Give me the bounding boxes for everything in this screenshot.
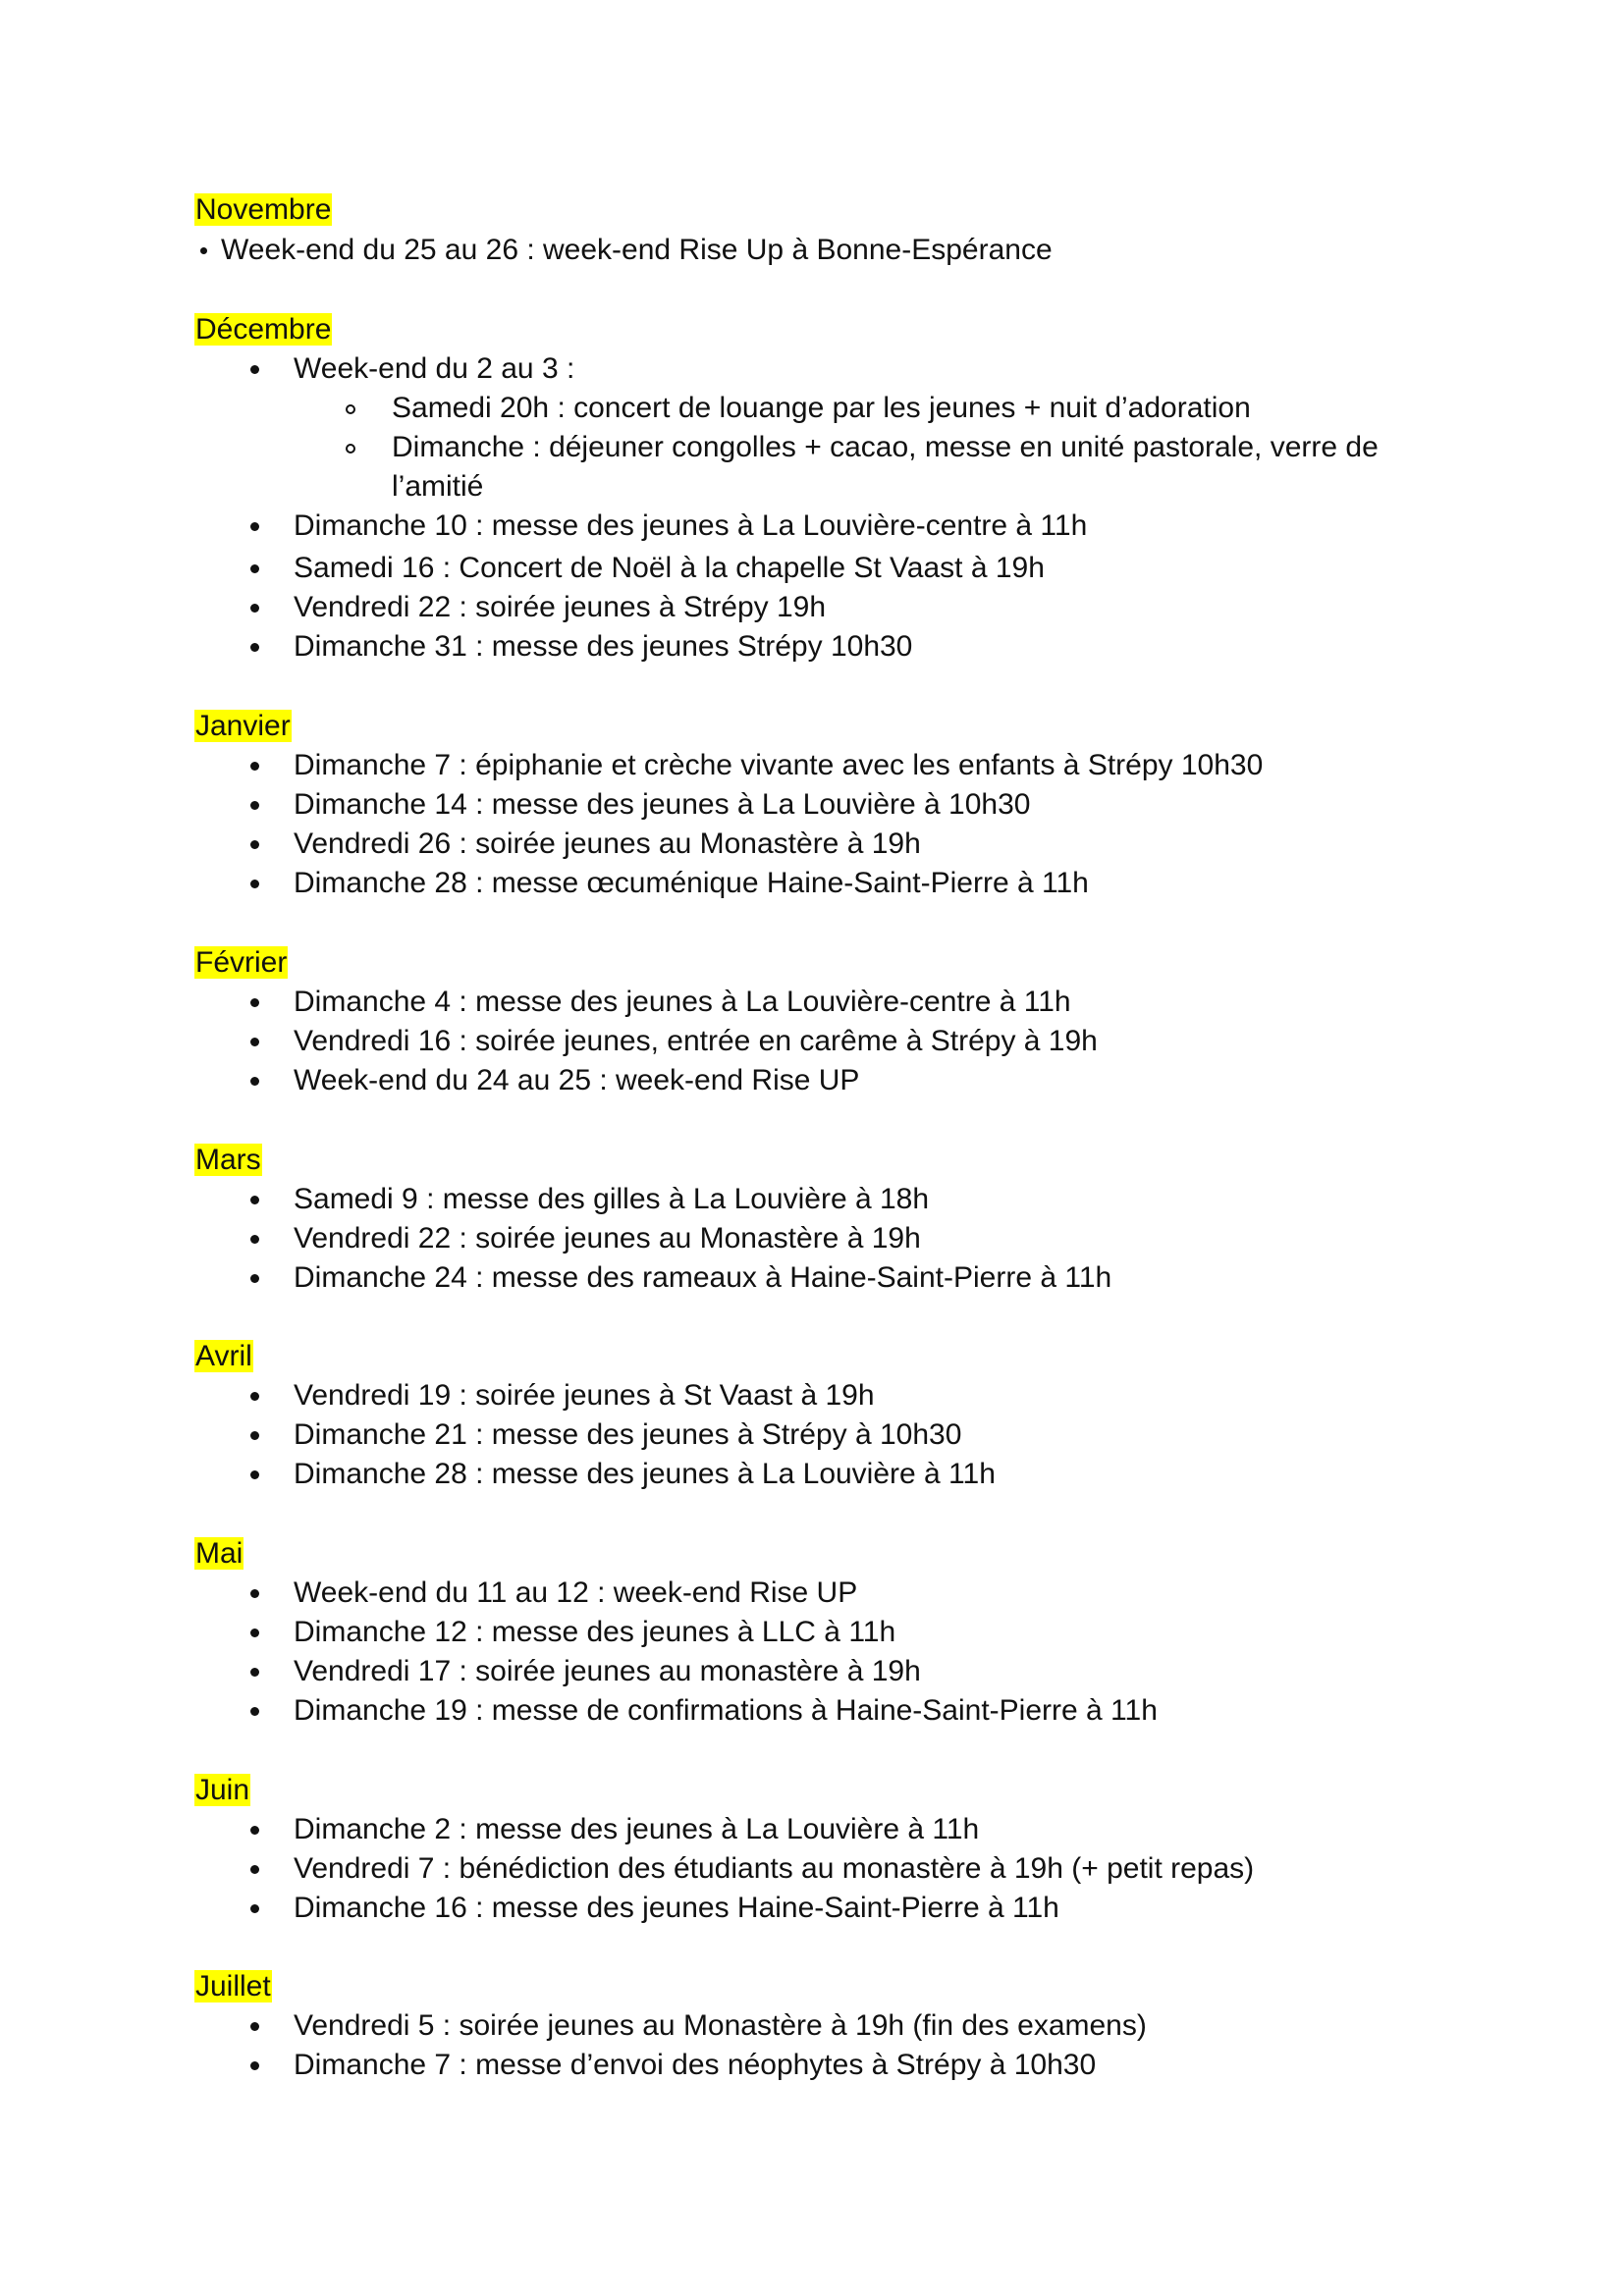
month-heading-juillet: Juillet bbox=[195, 1970, 271, 2002]
agenda-subitem-continuation: l’amitié bbox=[392, 470, 484, 503]
agenda-item: Vendredi 5 : soirée jeunes au Monastère à 19h (fin des examens) bbox=[294, 2009, 1147, 2042]
agenda-item: Vendredi 16 : soirée jeunes, entrée en carême à Strépy à 19h bbox=[294, 1025, 1098, 1057]
agenda-subitem: Samedi 20h : concert de louange par les jeunes + nuit d’adoration bbox=[392, 392, 1251, 424]
agenda-item: Dimanche 12 : messe des jeunes à LLC à 11h bbox=[294, 1616, 896, 1648]
month-heading-janvier: Janvier bbox=[195, 710, 291, 742]
agenda-item: Vendredi 17 : soirée jeunes au monastère à 19h bbox=[294, 1655, 921, 1687]
agenda-item: Week-end du 11 au 12 : week-end Rise UP bbox=[294, 1576, 858, 1609]
agenda-item: Week-end du 24 au 25 : week-end Rise UP bbox=[294, 1064, 860, 1096]
month-heading-mai: Mai bbox=[195, 1537, 244, 1570]
month-heading-fevrier: Février bbox=[195, 946, 288, 979]
agenda-item: Dimanche 28 : messe des jeunes à La Louvière à 11h bbox=[294, 1458, 996, 1490]
agenda-item: Dimanche 31 : messe des jeunes Strépy 10h30 bbox=[294, 630, 913, 663]
agenda-item: Week-end du 25 au 26 : week-end Rise Up à Bonne-Espérance bbox=[221, 234, 1053, 266]
agenda-item: Samedi 9 : messe des gilles à La Louvière à 18h bbox=[294, 1183, 930, 1215]
agenda-item: Vendredi 26 : soirée jeunes au Monastère à 19h bbox=[294, 828, 921, 860]
agenda-item: Dimanche 16 : messe des jeunes Haine-Saint-Pierre à 11h bbox=[294, 1892, 1059, 1924]
agenda-item: Dimanche 2 : messe des jeunes à La Louvière à 11h bbox=[294, 1813, 980, 1845]
month-heading-juin: Juin bbox=[195, 1774, 250, 1806]
agenda-item: Dimanche 4 : messe des jeunes à La Louvière-centre à 11h bbox=[294, 986, 1071, 1018]
agenda-item: Dimanche 7 : épiphanie et crèche vivante avec les enfants à Strépy 10h30 bbox=[294, 749, 1264, 781]
agenda-item: Dimanche 21 : messe des jeunes à Strépy à 10h30 bbox=[294, 1418, 962, 1451]
agenda-item: Samedi 16 : Concert de Noël à la chapelle St Vaast à 19h bbox=[294, 552, 1045, 584]
agenda-item: Dimanche 24 : messe des rameaux à Haine-Saint-Pierre à 11h bbox=[294, 1261, 1112, 1294]
month-heading-avril: Avril bbox=[195, 1340, 252, 1372]
agenda-item: Vendredi 22 : soirée jeunes à Strépy 19h bbox=[294, 591, 827, 623]
agenda-item: Vendredi 22 : soirée jeunes au Monastère à 19h bbox=[294, 1222, 921, 1255]
agenda-subitem: Dimanche : déjeuner congolles + cacao, messe en unité pastorale, verre de bbox=[392, 431, 1379, 463]
month-heading-mars: Mars bbox=[195, 1144, 261, 1176]
agenda-item: Vendredi 19 : soirée jeunes à St Vaast à 19h bbox=[294, 1379, 875, 1412]
agenda-item: Vendredi 7 : bénédiction des étudiants au monastère à 19h (+ petit repas) bbox=[294, 1852, 1255, 1885]
month-heading-novembre: Novembre bbox=[195, 193, 332, 226]
agenda-item: Week-end du 2 au 3 : bbox=[294, 352, 575, 385]
month-heading-decembre: Décembre bbox=[195, 313, 332, 346]
agenda-item: Dimanche 28 : messe œcuménique Haine-Saint-Pierre à 11h bbox=[294, 867, 1089, 899]
agenda-item: Dimanche 10 : messe des jeunes à La Louvière-centre à 11h bbox=[294, 509, 1088, 542]
agenda-item: Dimanche 14 : messe des jeunes à La Louvière à 10h30 bbox=[294, 788, 1031, 821]
agenda-item: Dimanche 7 : messe d’envoi des néophytes à Strépy à 10h30 bbox=[294, 2049, 1097, 2081]
agenda-item: Dimanche 19 : messe de confirmations à Haine-Saint-Pierre à 11h bbox=[294, 1694, 1158, 1727]
